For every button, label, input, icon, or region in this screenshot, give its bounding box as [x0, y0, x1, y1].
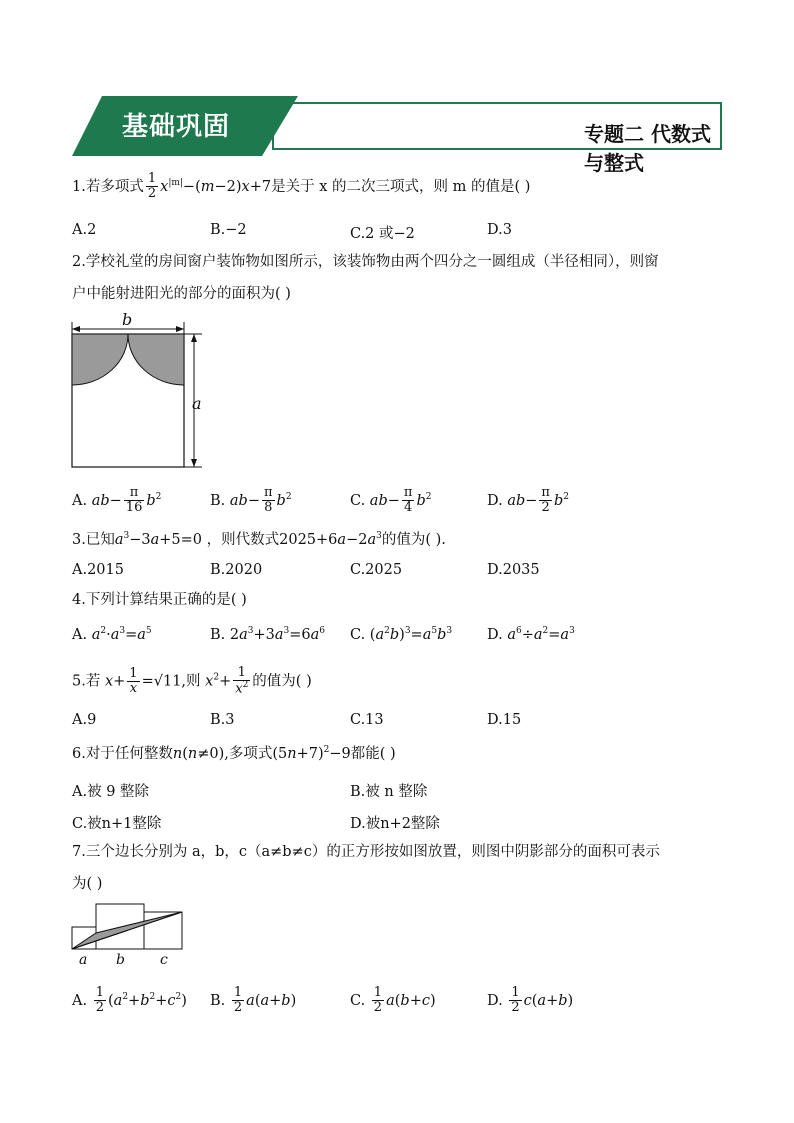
topic-title: 专题二 代数式与整式 [584, 122, 711, 175]
q4-option-d[interactable]: D. $a^6\div a^2=a^3$ [487, 626, 575, 643]
q1-option-d[interactable]: D.3 [487, 222, 512, 238]
q5-option-d[interactable]: D.15 [487, 712, 522, 728]
q5-option-a[interactable]: A.9 [72, 712, 97, 728]
q3-option-a[interactable]: A.2015 [72, 562, 124, 578]
q2-option-c[interactable]: C. ab− $\frac{\pi}{4}$ $b^2$ [350, 485, 432, 516]
q6-option-c[interactable]: C.被n+1整除 [72, 816, 162, 832]
q1-stem-prefix: 1.若多项式 [72, 178, 144, 195]
q4-option-c[interactable]: C. $(a^2b)^3=a^5b^3$ [350, 626, 453, 643]
q7-option-d[interactable]: D. $\frac{1}{2}$ c(a+b) [487, 985, 574, 1016]
q4-option-a[interactable]: A. $a^2\cdot a^3=a^5$ [72, 626, 152, 643]
figure-label-c: c [160, 952, 168, 968]
q5-option-b[interactable]: B.3 [210, 712, 235, 728]
figure-label-a: a [79, 952, 88, 968]
q7-option-b[interactable]: B. $\frac{1}{2}$ a(a+b) [210, 985, 297, 1016]
q6-option-b[interactable]: B.被 n 整除 [350, 784, 428, 800]
figure-label-b: b [116, 952, 125, 968]
q1-fraction: $\frac{1}{2}$ [147, 171, 157, 202]
q1-option-c[interactable]: C.2 或−2 [350, 226, 415, 242]
banner-frame [272, 102, 722, 175]
question-1-stem: 1.若多项式 $\frac{1}{2}$ $x^{|m|}-(m-2)x+7$是关于 x 的二次三项式，则 m 的值是( ) [72, 171, 531, 202]
q2-option-a[interactable]: A. ab− $\frac{\pi}{16}$ $b^2$ [72, 485, 162, 516]
q6-option-d[interactable]: D.被n+2整除 [350, 816, 440, 832]
section-banner [72, 96, 722, 175]
q6-option-a[interactable]: A.被 9 整除 [72, 784, 150, 800]
question-6-stem: 6.对于任何整数n(n≠0),多项式$(5n+7)^2-9$都能( ) [72, 745, 396, 762]
question-7-line2: 为( ) [72, 876, 103, 892]
window-decoration-figure [66, 312, 216, 472]
question-3-stem: 3.已知$a^3-3a+5=0$ ，则代数式$2025+6a-2a^3$的值为( ). [72, 531, 446, 548]
q3-option-d[interactable]: D.2035 [487, 562, 540, 578]
q1-option-b[interactable]: B.−2 [210, 222, 247, 238]
q4-option-b[interactable]: B. $2a^3+3a^3=6a^6$ [210, 626, 326, 643]
q1-option-a[interactable]: A.2 [72, 222, 97, 238]
question-2-line2: 户中能射进阳光的部分的面积为( ) [72, 286, 291, 302]
q1-stem-suffix: 是关于 x 的二次三项式，则 m 的值是( ) [271, 178, 531, 195]
three-squares-figure [70, 900, 190, 955]
q2-option-b[interactable]: B. ab− $\frac{\pi}{8}$ $b^2$ [210, 485, 292, 516]
q3-option-c[interactable]: C.2025 [350, 562, 403, 578]
q7-option-c[interactable]: C. $\frac{1}{2}$ a(b+c) [350, 985, 436, 1016]
question-4-stem: 4.下列计算结果正确的是( ) [72, 592, 247, 608]
q5-option-c[interactable]: C.13 [350, 712, 384, 728]
q3-option-b[interactable]: B.2020 [210, 562, 263, 578]
figure-label-b: b [122, 310, 133, 329]
figure-label-a: a [192, 394, 202, 413]
q2-option-d[interactable]: D. ab− $\frac{\pi}{2}$ $b^2$ [487, 485, 569, 516]
q7-option-a[interactable]: A. $\frac{1}{2}$ $(a^2+b^2+c^2)$ [72, 985, 187, 1016]
question-2-line1: 2.学校礼堂的房间窗户装饰物如图所示，该装饰物由两个四分之一圆组成（半径相同），则窗 [72, 254, 659, 270]
question-5-stem: 5.若 x+ $\frac{1}{x}$ =√11,则 $x^2+$ $\frac{1}{x^2}$ 的值为( ) [72, 665, 312, 697]
badge-label: 基础巩固 [122, 112, 231, 142]
question-7-line1: 7.三个边长分别为 a，b，c（a≠b≠c）的正方形按如图放置，则图中阴影部分的面积可表示 [72, 844, 660, 860]
